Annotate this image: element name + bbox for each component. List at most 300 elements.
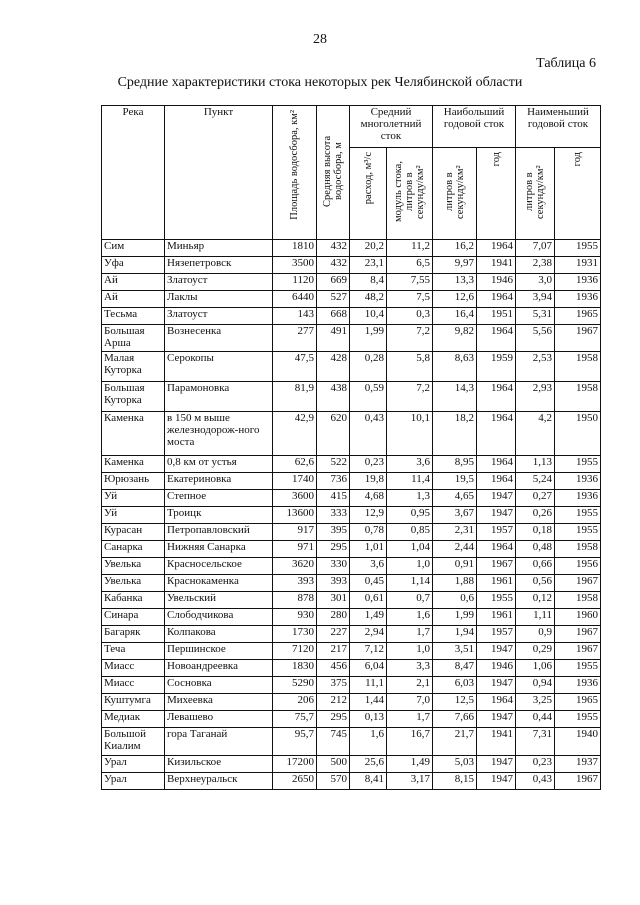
table-row <box>102 558 601 575</box>
table-cell: 0,43 <box>516 773 555 790</box>
header-discharge-label: расход, м³/с <box>362 152 374 205</box>
table-body <box>102 240 601 790</box>
table-row <box>102 643 601 660</box>
table-cell: Кабанка <box>102 592 165 609</box>
table-row <box>102 694 601 711</box>
table-cell: 527 <box>317 291 350 308</box>
table-cell: Сосновка <box>165 677 273 694</box>
table-cell: 0,7 <box>387 592 433 609</box>
table-cell: 0,48 <box>516 541 555 558</box>
table-cell: 0,28 <box>350 352 387 382</box>
header-min-modulus-label: литров в секунду/км² <box>524 165 547 219</box>
table-cell: Большая Арша <box>102 325 165 352</box>
table-cell: 1,14 <box>387 575 433 592</box>
table-cell: 1,3 <box>387 490 433 507</box>
table-cell: Троицк <box>165 507 273 524</box>
table-cell: Тесьма <box>102 308 165 325</box>
table-cell: 0,85 <box>387 524 433 541</box>
table-cell: 48,2 <box>350 291 387 308</box>
table-cell: Парамоновка <box>165 382 273 412</box>
header-max-modulus <box>433 148 477 240</box>
table-cell: 42,9 <box>273 412 317 456</box>
table-cell: 1964 <box>477 456 516 473</box>
table-cell: 668 <box>317 308 350 325</box>
table-label: Таблица 6 <box>536 56 596 71</box>
table-cell: 0,3 <box>387 308 433 325</box>
table-cell: 1967 <box>555 643 601 660</box>
table-cell: 3,25 <box>516 694 555 711</box>
table-cell: 5,56 <box>516 325 555 352</box>
table-cell: 7,5 <box>387 291 433 308</box>
table-cell: Першинское <box>165 643 273 660</box>
table-cell: 1,7 <box>387 711 433 728</box>
table-cell: Петропавловский <box>165 524 273 541</box>
table-cell: 1,94 <box>433 626 477 643</box>
table-cell: Миасс <box>102 660 165 677</box>
table-row <box>102 575 601 592</box>
table-cell: 1967 <box>477 558 516 575</box>
table-cell: 375 <box>317 677 350 694</box>
table-cell: 3,6 <box>350 558 387 575</box>
table-cell: 1960 <box>555 609 601 626</box>
table-cell: 736 <box>317 473 350 490</box>
table-cell: 4,65 <box>433 490 477 507</box>
page-number: 28 <box>313 32 327 47</box>
table-cell: 7,0 <box>387 694 433 711</box>
table-cell: 1947 <box>477 756 516 773</box>
table-cell: 0,18 <box>516 524 555 541</box>
table-cell: Краснокаменка <box>165 575 273 592</box>
table-cell: Миньяр <box>165 240 273 257</box>
table-cell: 0,59 <box>350 382 387 412</box>
table-cell: 0,27 <box>516 490 555 507</box>
table-cell: 0,91 <box>433 558 477 575</box>
table-row <box>102 711 601 728</box>
header-min-runoff: Наименьший годовой сток <box>516 106 601 148</box>
table-cell: 7,2 <box>387 325 433 352</box>
table-cell: 620 <box>317 412 350 456</box>
header-river: Река <box>102 106 165 240</box>
table-cell: 7,07 <box>516 240 555 257</box>
table-cell: Каменка <box>102 412 165 456</box>
table-cell: 393 <box>317 575 350 592</box>
table-cell: Сим <box>102 240 165 257</box>
table-row <box>102 456 601 473</box>
table-cell: 415 <box>317 490 350 507</box>
table-cell: 1964 <box>477 325 516 352</box>
table-row <box>102 677 601 694</box>
table-cell: 1937 <box>555 756 601 773</box>
table-cell: 3,67 <box>433 507 477 524</box>
table-cell: 3,6 <box>387 456 433 473</box>
table-cell: 16,7 <box>387 728 433 756</box>
header-max-year-label: год <box>490 152 502 167</box>
table-cell: 1947 <box>477 643 516 660</box>
table-cell: 12,5 <box>433 694 477 711</box>
table-cell: 0,13 <box>350 711 387 728</box>
table-cell: 1947 <box>477 773 516 790</box>
table-cell: Слободчикова <box>165 609 273 626</box>
table-cell: 1936 <box>555 677 601 694</box>
table-cell: 6440 <box>273 291 317 308</box>
table-cell: 5,31 <box>516 308 555 325</box>
table-cell: 0,26 <box>516 507 555 524</box>
table-cell: 1955 <box>555 240 601 257</box>
table-cell: 12,9 <box>350 507 387 524</box>
table-cell: 1958 <box>555 541 601 558</box>
table-cell: 0,61 <box>350 592 387 609</box>
table-cell: 10,1 <box>387 412 433 456</box>
table-cell: 1951 <box>477 308 516 325</box>
header-height-label: Средняя высота водосбора, м <box>322 135 344 207</box>
table-cell: 971 <box>273 541 317 558</box>
table-cell: 745 <box>317 728 350 756</box>
table-cell: 1957 <box>477 626 516 643</box>
table-row <box>102 291 601 308</box>
table-cell: Серокопы <box>165 352 273 382</box>
table-cell: 1947 <box>477 711 516 728</box>
table-cell: 277 <box>273 325 317 352</box>
table-row <box>102 773 601 790</box>
table-cell: 143 <box>273 308 317 325</box>
table-cell: 1955 <box>555 507 601 524</box>
table-cell: 0,95 <box>387 507 433 524</box>
table-cell: Синара <box>102 609 165 626</box>
table-cell: Левашево <box>165 711 273 728</box>
table-cell: 1,6 <box>387 609 433 626</box>
table-cell: 1947 <box>477 507 516 524</box>
table-cell: 1740 <box>273 473 317 490</box>
table-cell: 395 <box>317 524 350 541</box>
table-cell: 1936 <box>555 274 601 291</box>
table-cell: 1,88 <box>433 575 477 592</box>
table-row <box>102 240 601 257</box>
table-caption: Средние характеристики стока некоторых рек Челябинской области <box>117 75 523 90</box>
table-cell: Лаклы <box>165 291 273 308</box>
table-row <box>102 592 601 609</box>
table-cell: Михеевка <box>165 694 273 711</box>
table-cell: 0,12 <box>516 592 555 609</box>
table-cell: Теча <box>102 643 165 660</box>
table-cell: 14,3 <box>433 382 477 412</box>
table-cell: 1964 <box>477 382 516 412</box>
table-cell: Красносельское <box>165 558 273 575</box>
table-cell: 8,15 <box>433 773 477 790</box>
table-cell: 2,31 <box>433 524 477 541</box>
table-cell: 3,94 <box>516 291 555 308</box>
table-cell: 432 <box>317 240 350 257</box>
table-cell: 1946 <box>477 660 516 677</box>
table-cell: 212 <box>317 694 350 711</box>
table-cell: 1964 <box>477 541 516 558</box>
table-cell: Багаряк <box>102 626 165 643</box>
table-cell: 13,3 <box>433 274 477 291</box>
table-cell: 522 <box>317 456 350 473</box>
table-cell: 8,41 <box>350 773 387 790</box>
table-cell: 1,99 <box>350 325 387 352</box>
table-cell: 18,2 <box>433 412 477 456</box>
table-cell: Нижняя Санарка <box>165 541 273 558</box>
table-cell: 11,1 <box>350 677 387 694</box>
table-cell: Большой Киалим <box>102 728 165 756</box>
table-cell: 16,4 <box>433 308 477 325</box>
table-cell: 428 <box>317 352 350 382</box>
table-cell: 1,13 <box>516 456 555 473</box>
table-cell: 0,8 км от устья <box>165 456 273 473</box>
table-cell: 1955 <box>555 660 601 677</box>
table-cell: Куштумга <box>102 694 165 711</box>
table-cell: Санарка <box>102 541 165 558</box>
table-cell: 1959 <box>477 352 516 382</box>
table-row <box>102 524 601 541</box>
table-cell: 0,45 <box>350 575 387 592</box>
table-cell: 2,1 <box>387 677 433 694</box>
table-cell: 1,49 <box>350 609 387 626</box>
table-cell: Новоандреевка <box>165 660 273 677</box>
table-cell: 1965 <box>555 308 601 325</box>
table-cell: 8,95 <box>433 456 477 473</box>
header-max-runoff: Наибольший годовой сток <box>433 106 516 148</box>
header-modulus-label: модуль стока, литров в секунду/км² <box>393 161 426 223</box>
table-cell: 2,94 <box>350 626 387 643</box>
table-cell: Степное <box>165 490 273 507</box>
table-cell: 19,5 <box>433 473 477 490</box>
table-cell: 6,04 <box>350 660 387 677</box>
table-cell: Увелька <box>102 575 165 592</box>
table-cell: 6,03 <box>433 677 477 694</box>
header-min-year-label: год <box>572 152 584 167</box>
table-cell: 1965 <box>555 694 601 711</box>
table-cell: 25,6 <box>350 756 387 773</box>
table-cell: 7,31 <box>516 728 555 756</box>
table-cell: 393 <box>273 575 317 592</box>
table-cell: 1958 <box>555 352 601 382</box>
header-row-groups <box>102 106 601 148</box>
table-cell: 3,17 <box>387 773 433 790</box>
table-cell: 1936 <box>555 473 601 490</box>
table-cell: 930 <box>273 609 317 626</box>
table-row <box>102 473 601 490</box>
header-min-year <box>555 148 601 240</box>
table-cell: 2650 <box>273 773 317 790</box>
table-cell: 19,8 <box>350 473 387 490</box>
table-row <box>102 507 601 524</box>
header-area <box>273 106 317 240</box>
table-cell: Юрюзань <box>102 473 165 490</box>
table-cell: 7120 <box>273 643 317 660</box>
table-cell: 456 <box>317 660 350 677</box>
table-cell: 6,5 <box>387 257 433 274</box>
table-cell: 0,66 <box>516 558 555 575</box>
table-cell: 12,6 <box>433 291 477 308</box>
table-cell: 1955 <box>477 592 516 609</box>
table-row <box>102 382 601 412</box>
table-cell: 1964 <box>477 694 516 711</box>
table-cell: Медиак <box>102 711 165 728</box>
table-cell: Каменка <box>102 456 165 473</box>
table-cell: 1830 <box>273 660 317 677</box>
table-cell: 301 <box>317 592 350 609</box>
table-cell: 206 <box>273 694 317 711</box>
table-cell: 280 <box>317 609 350 626</box>
table-cell: Малая Куторка <box>102 352 165 382</box>
table-row <box>102 274 601 291</box>
header-modulus <box>387 148 433 240</box>
table-cell: 8,4 <box>350 274 387 291</box>
table-cell: 878 <box>273 592 317 609</box>
table-cell: Златоуст <box>165 308 273 325</box>
table-cell: 1947 <box>477 677 516 694</box>
table-cell: 11,4 <box>387 473 433 490</box>
table-cell: 1,06 <box>516 660 555 677</box>
table-cell: Курасан <box>102 524 165 541</box>
header-height <box>317 106 350 240</box>
table-cell: 570 <box>317 773 350 790</box>
table-cell: 7,12 <box>350 643 387 660</box>
table-cell: Большая Куторка <box>102 382 165 412</box>
table-cell: Увельский <box>165 592 273 609</box>
table-cell: 1967 <box>555 773 601 790</box>
table-cell: 81,9 <box>273 382 317 412</box>
table-cell: Урал <box>102 773 165 790</box>
table-cell: 1,6 <box>350 728 387 756</box>
header-max-year <box>477 148 516 240</box>
table-cell: 0,23 <box>516 756 555 773</box>
table-cell: 500 <box>317 756 350 773</box>
table-row <box>102 308 601 325</box>
table-cell: 13600 <box>273 507 317 524</box>
table-cell: 1931 <box>555 257 601 274</box>
table-cell: 3500 <box>273 257 317 274</box>
table-cell: 2,53 <box>516 352 555 382</box>
table-cell: 1810 <box>273 240 317 257</box>
table-cell: 1,44 <box>350 694 387 711</box>
table-cell: 20,2 <box>350 240 387 257</box>
table-cell: 1,7 <box>387 626 433 643</box>
table-cell: 1,99 <box>433 609 477 626</box>
header-mean-runoff: Средний многолетний сток <box>350 106 433 148</box>
table-cell: Нязепетровск <box>165 257 273 274</box>
table-cell: гора Таганай <box>165 728 273 756</box>
table-row <box>102 756 601 773</box>
table-cell: 95,7 <box>273 728 317 756</box>
table-cell: 1964 <box>477 412 516 456</box>
table-row <box>102 257 601 274</box>
table-cell: 7,2 <box>387 382 433 412</box>
table-cell: 217 <box>317 643 350 660</box>
table-cell: 5,8 <box>387 352 433 382</box>
table-cell: 3620 <box>273 558 317 575</box>
table-cell: 432 <box>317 257 350 274</box>
table-cell: 3,51 <box>433 643 477 660</box>
table-cell: 1120 <box>273 274 317 291</box>
table-cell: 295 <box>317 541 350 558</box>
table-cell: 0,94 <box>516 677 555 694</box>
table-cell: 917 <box>273 524 317 541</box>
table-cell: 3,0 <box>516 274 555 291</box>
table-cell: 17200 <box>273 756 317 773</box>
table-row <box>102 541 601 558</box>
header-point: Пункт <box>165 106 273 240</box>
table-cell: 1961 <box>477 575 516 592</box>
table-cell: 1936 <box>555 291 601 308</box>
table-cell: 47,5 <box>273 352 317 382</box>
table-cell: 1950 <box>555 412 601 456</box>
table-cell: в 150 м выше железнодорож-ного моста <box>165 412 273 456</box>
header-discharge <box>350 148 387 240</box>
table-cell: 1,01 <box>350 541 387 558</box>
table-row <box>102 660 601 677</box>
header-max-modulus-label: литров в секунду/км² <box>443 165 466 219</box>
table-cell: Кизильское <box>165 756 273 773</box>
table-cell: 1961 <box>477 609 516 626</box>
table-row <box>102 352 601 382</box>
table-cell: 1730 <box>273 626 317 643</box>
table-cell: Вознесенка <box>165 325 273 352</box>
table-row <box>102 728 601 756</box>
table-cell: Уй <box>102 490 165 507</box>
table-cell: 75,7 <box>273 711 317 728</box>
table-cell: Урал <box>102 756 165 773</box>
table-cell: 438 <box>317 382 350 412</box>
table-cell: 0,78 <box>350 524 387 541</box>
table-cell: 1940 <box>555 728 601 756</box>
table-cell: 333 <box>317 507 350 524</box>
table-cell: 5290 <box>273 677 317 694</box>
table-cell: 1967 <box>555 575 601 592</box>
table-cell: 1955 <box>555 456 601 473</box>
header-area-label: Площадь водосбора, км² <box>289 110 300 220</box>
table-row <box>102 490 601 507</box>
table-cell: 2,38 <box>516 257 555 274</box>
table-cell: 1946 <box>477 274 516 291</box>
table-cell: 5,03 <box>433 756 477 773</box>
table-cell: 1964 <box>477 291 516 308</box>
header-min-modulus <box>516 148 555 240</box>
table-cell: Уй <box>102 507 165 524</box>
runoff-table <box>101 105 601 790</box>
table-cell: 1,0 <box>387 643 433 660</box>
table-cell: 7,66 <box>433 711 477 728</box>
table-cell: 1955 <box>555 711 601 728</box>
table-cell: 1947 <box>477 490 516 507</box>
table-cell: Златоуст <box>165 274 273 291</box>
table-cell: 1,11 <box>516 609 555 626</box>
table-cell: 1956 <box>555 558 601 575</box>
table-cell: 23,1 <box>350 257 387 274</box>
table-cell: 1941 <box>477 257 516 274</box>
table-cell: 0,6 <box>433 592 477 609</box>
table-row <box>102 325 601 352</box>
table-row <box>102 609 601 626</box>
table-cell: 5,24 <box>516 473 555 490</box>
table-cell: Увелька <box>102 558 165 575</box>
table-cell: 1955 <box>555 524 601 541</box>
table-cell: 4,68 <box>350 490 387 507</box>
table-cell: 0,23 <box>350 456 387 473</box>
table-cell: 0,9 <box>516 626 555 643</box>
table-cell: 21,7 <box>433 728 477 756</box>
table-cell: 62,6 <box>273 456 317 473</box>
table-cell: Колпакова <box>165 626 273 643</box>
table-cell: 1957 <box>477 524 516 541</box>
table-cell: 9,82 <box>433 325 477 352</box>
table-row <box>102 626 601 643</box>
table-cell: 1,0 <box>387 558 433 575</box>
table-cell: 7,55 <box>387 274 433 291</box>
table-cell: Уфа <box>102 257 165 274</box>
table-cell: 4,2 <box>516 412 555 456</box>
